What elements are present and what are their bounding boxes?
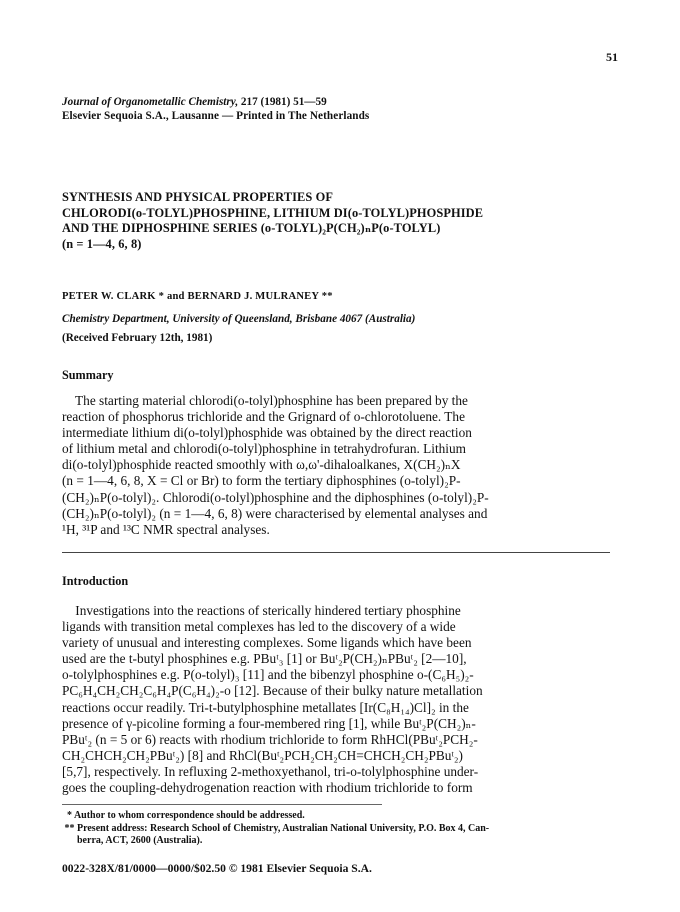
intro-line: variety of unusual and interesting complexes. Some ligands which have been	[62, 635, 472, 651]
summary-line: ¹H, ³¹P and ¹³C NMR spectral analyses.	[62, 521, 270, 537]
summary-line: The starting material chlorodi(o-tolyl)phosphine has been prepared by the	[62, 393, 468, 408]
summary-line: (CH₂)ₙP(o-tolyl)₂. Chlorodi(o-tolyl)phosphine and the diphosphines (o-tolyl)₂P-	[62, 489, 489, 505]
summary-line: of lithium metal and chlorodi(o-tolyl)phosphine in tetrahydrofuran. Lithium	[62, 441, 466, 457]
summary-line: (CH₂)ₙP(o-tolyl)₂ (n = 1—4, 6, 8) were characterised by elemental analyses and	[62, 505, 488, 521]
received-date: (Received February 12th, 1981)	[62, 332, 213, 344]
intro-line: PBuᵗ₂ (n = 5 or 6) reacts with rhodium trichloride to form RhHCl(PBuᵗ₂PCH₂-	[62, 731, 478, 747]
intro-line: ligands with transition metal complexes has led to the discovery of a wide	[62, 619, 456, 635]
summary-line: reaction of phosphorus trichloride and the Grignard of o-chlorotoluene. The	[62, 409, 465, 425]
introduction-heading: Introduction	[62, 574, 129, 588]
page-number: 51	[606, 50, 618, 64]
summary-body	[62, 393, 610, 538]
affiliation: Chemistry Department, University of Queensland, Brisbane 4067 (Australia)	[62, 313, 416, 325]
summary-line: intermediate lithium di(o-tolyl)phosphide was obtained by the direct reaction	[62, 425, 472, 441]
footnote: * Author to whom correspondence should be addressed.	[62, 810, 305, 821]
publisher-line: Elsevier Sequoia S.A., Lausanne — Printed in The Netherlands	[62, 110, 370, 122]
footnote: ** Present address: Research School of Chemistry, Australian National University, P.O. Box 4, Can-	[62, 822, 490, 834]
intro-line: reactions occur readily. Tri-t-butylphosphine metallates [Ir(C₈H₁₄)Cl]₂ in the	[62, 699, 469, 715]
footnote-rule	[62, 804, 382, 805]
summary-line: di(o-tolyl)phosphide reacted smoothly with ω,ω'-dihaloalkanes, X(CH₂)ₙX	[62, 457, 461, 473]
title-line: AND THE DIPHOSPHINE SERIES (o-TOLYL)₂P(CH₂)ₙP(o-TOLYL)	[62, 221, 441, 235]
intro-line: presence of γ-picoline forming a four-membered ring [1], while Buᵗ₂P(CH₂)ₙ-	[62, 715, 476, 731]
summary-heading: Summary	[62, 368, 114, 382]
intro-line: o-tolylphosphines e.g. P(o-tolyl)₃ [11] and the bibenzyl phosphine o-(C₆H₅)₂-	[62, 667, 474, 683]
title-line: (n = 1—4, 6, 8)	[62, 236, 142, 251]
summary-line: (n = 1—4, 6, 8, X = Cl or Br) to form the tertiary diphosphines (o-tolyl)₂P-	[62, 473, 461, 489]
introduction-body	[62, 603, 610, 796]
article-title	[62, 190, 622, 252]
footnotes	[62, 810, 622, 848]
title-line: SYNTHESIS AND PHYSICAL PROPERTIES OF	[62, 190, 334, 204]
summary-rule	[62, 552, 610, 553]
journal-volume-pages: 217 (1981) 51—59	[240, 96, 327, 108]
intro-line: [5,7], respectively. In refluxing 2-methoxyethanol, tri-o-tolylphosphine under-	[62, 763, 479, 779]
authors: PETER W. CLARK * and BERNARD J. MULRANEY **	[62, 291, 333, 302]
journal-name: Journal of Organometallic Chemistry,	[62, 96, 239, 108]
copyright-footer: 0022-328X/81/0000—0000/$02.50 © 1981 Elsevier Sequoia S.A.	[62, 862, 372, 875]
intro-line: PC₆H₄CH₂CH₂C₆H₄P(C₆H₄)₂-o [12]. Because of their bulky nature metallation	[62, 683, 483, 699]
title-line: CHLORODI(o-TOLYL)PHOSPHINE, LITHIUM DI(o-TOLYL)PHOSPHIDE	[62, 205, 484, 220]
footnote: berra, ACT, 2600 (Australia).	[62, 835, 203, 846]
intro-line: used are the t-butyl phosphines e.g. PBuᵗ₃ [1] or Buᵗ₂P(CH₂)ₙPBuᵗ₂ [2—10],	[62, 651, 467, 667]
journal-header	[62, 95, 622, 123]
intro-line: goes the coupling-dehydrogenation reaction with rhodium trichloride to form	[62, 780, 473, 796]
intro-line: CH₂CHCH₂CH₂PBuᵗ₂) [8] and RhCl(Buᵗ₂PCH₂CH₂CH=CHCH₂CH₂PBuᵗ₂)	[62, 747, 463, 763]
intro-line: Investigations into the reactions of sterically hindered tertiary phosphine	[62, 603, 461, 618]
